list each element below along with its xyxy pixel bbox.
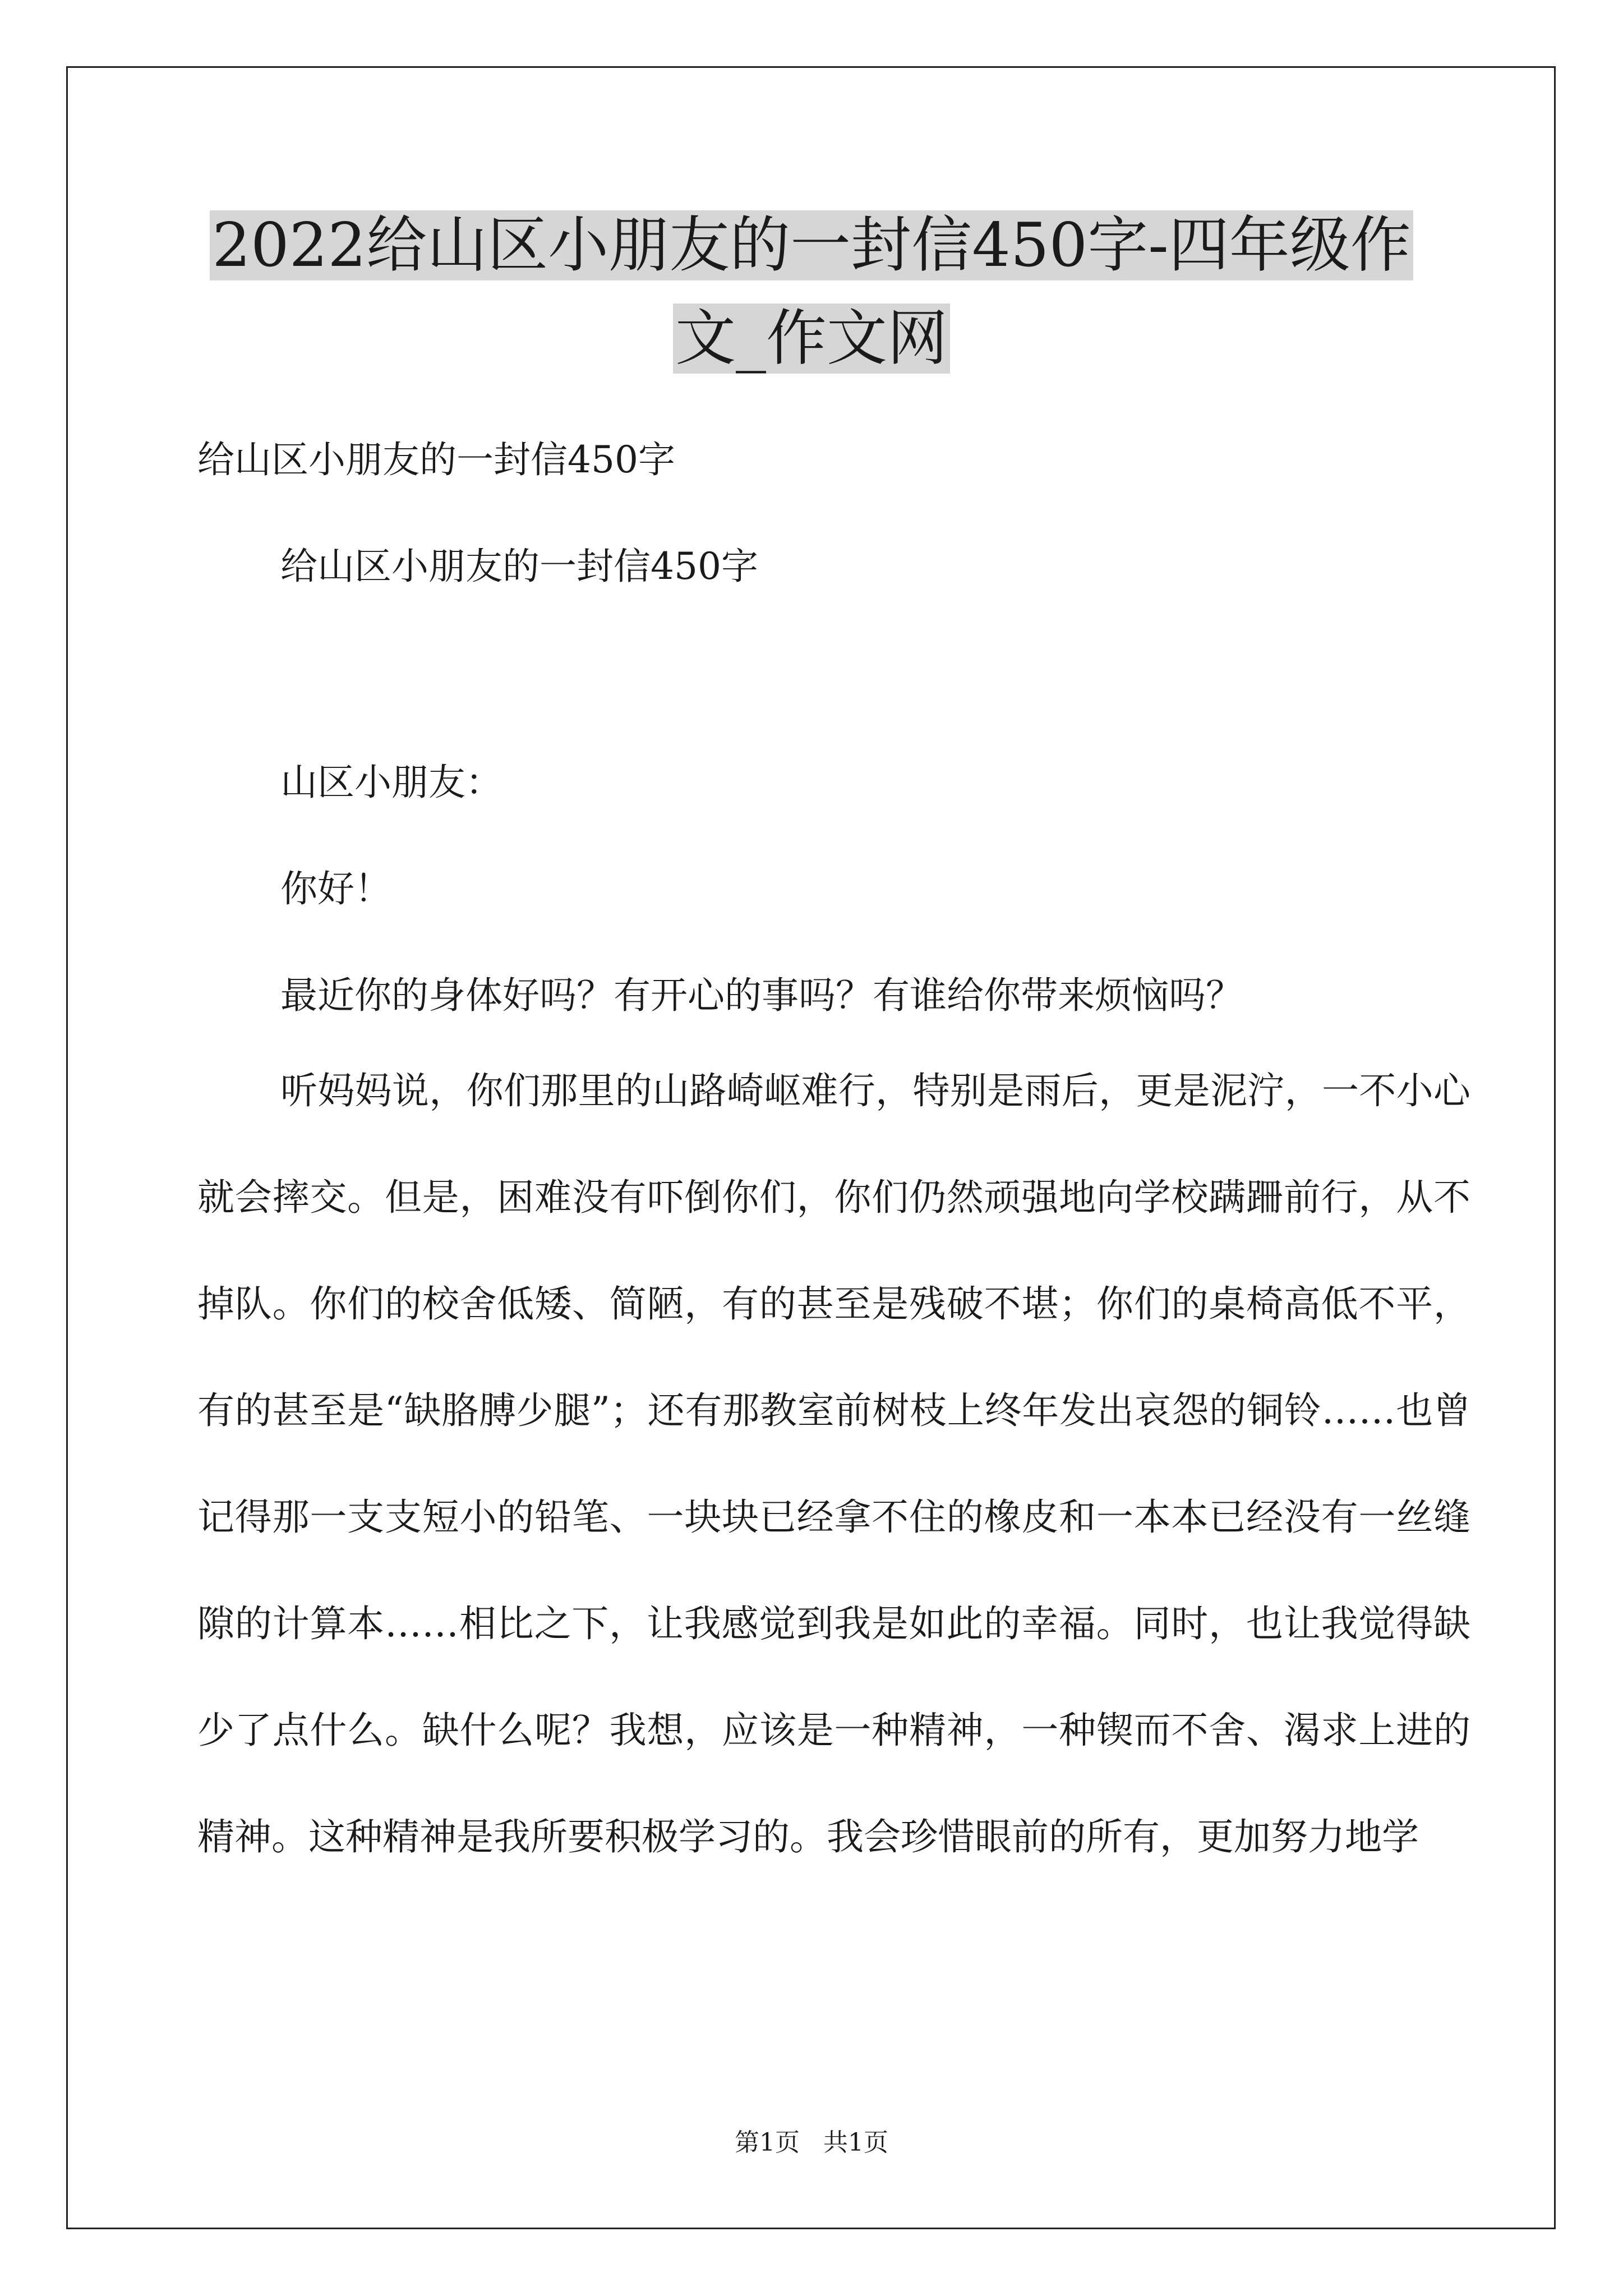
paragraph-1: 最近你的身体好吗？有开心的事吗？有谁给你带来烦恼吗？: [280, 974, 1243, 1017]
document-title-text: 2022给山区小朋友的一封信450字-四年级作文_作文网: [210, 210, 1413, 374]
subtitle: 给山区小朋友的一封信450字: [197, 438, 675, 481]
subtitle-indented: 给山区小朋友的一封信450字: [280, 545, 758, 588]
page-footer: 第1页 共1页: [735, 2128, 888, 2157]
document-title: [191, 199, 1432, 385]
paragraph-2: 听妈妈说，你们那里的山路崎岖难行，特别是雨后，更是泥泞，一不小心就会摔交。但是，困难没有吓倒你们，你们仍然顽强地向学校蹒跚前行，从不掉队。你们的校舍低矮、简陋，有的甚至是残破不堪；你们的桌椅高低不平，有的甚至是“缺胳膊少腿”；还有那教室前树枝上终年发出哀怨的铜铃……也曾记得那一支支短小的铅笔、一块块已经拿不住的橡皮和一本本已经没有一丝缝隙的计算本……相比之下，让我感觉到我是如此的幸福。同时，也让我觉得缺少了点什么。缺什么呢？我想，应该是一种精神，一种锲而不舍、渴求上进的精神。这种精神是我所要积极学习的。我会珍惜眼前的所有，更加努力地学: [197, 1069, 1470, 1858]
greeting: 你好！: [280, 867, 391, 910]
salutation: 山区小朋友：: [280, 761, 502, 804]
